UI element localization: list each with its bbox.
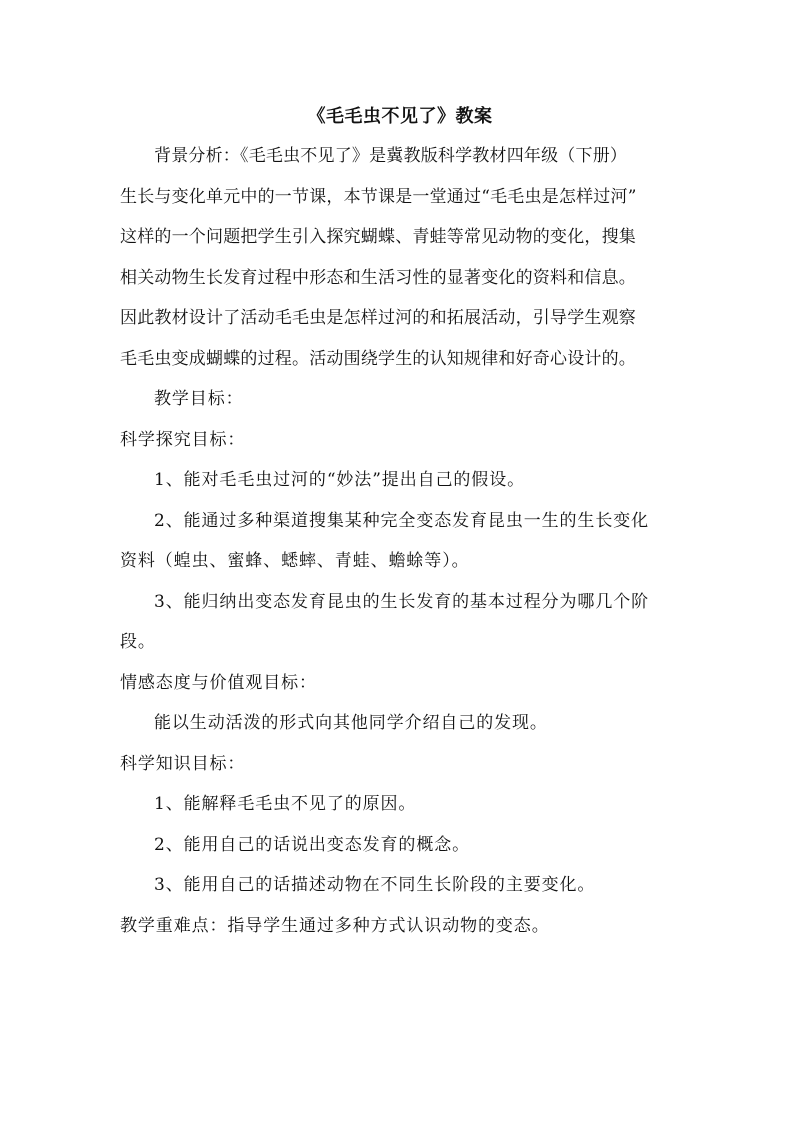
background-line-5: 因此教材设计了活动毛毛虫是怎样过河的和拓展活动，引导学生观察 bbox=[120, 308, 636, 328]
background-line-3: 这样的一个问题把学生引入探究蝴蝶、青蛙等常见动物的变化，搜集 bbox=[120, 227, 636, 247]
emotion-item-1: 能以生动活泼的形式向其他同学介绍自己的发现。 bbox=[154, 713, 548, 733]
knowledge-item-1: 1、能解释毛毛虫不见了的原因。 bbox=[154, 794, 417, 814]
knowledge-heading: 科学知识目标： bbox=[120, 753, 246, 774]
document-body bbox=[120, 97, 680, 946]
key-points-line: 教学重难点：指导学生通过多种方式认识动物的变态。 bbox=[120, 915, 550, 936]
document-title: 《毛毛虫不见了》教案 bbox=[307, 106, 493, 127]
science-inquiry-item-2-line-1: 2、能通过多种渠道搜集某种完全变态发育昆虫一生的生长变化 bbox=[154, 510, 650, 531]
knowledge-item-3: 3、能用自己的话描述动物在不同生长阶段的主要变化。 bbox=[154, 875, 596, 895]
science-inquiry-item-3-line-2: 段。 bbox=[120, 632, 156, 652]
background-line-6: 毛毛虫变成蝴蝶的过程。活动围绕学生的认知规律和好奇心设计的。 bbox=[120, 348, 636, 369]
background-analysis-paragraph bbox=[120, 136, 680, 379]
science-inquiry-item-1: 1、能对毛毛虫过河的“妙法”提出自己的假设。 bbox=[154, 470, 525, 490]
emotion-heading: 情感态度与价值观目标： bbox=[120, 672, 317, 693]
science-inquiry-item-3-line-1: 3、能归纳出变态发育昆虫的生长发育的基本过程分为哪几个阶 bbox=[154, 591, 650, 612]
knowledge-item-2: 2、能用自己的话说出变态发育的概念。 bbox=[154, 834, 471, 855]
background-line-2: 生长与变化单元中的一节课，本节课是一堂通过“毛毛虫是怎样过河” bbox=[120, 186, 637, 207]
background-line-4: 相关动物生长发育过程中形态和生活习性的显著变化的资料和信息。 bbox=[120, 267, 636, 288]
science-inquiry-heading: 科学探究目标： bbox=[120, 429, 246, 450]
teaching-goals-heading: 教学目标： bbox=[154, 389, 244, 409]
background-line-1: 背景分析：《毛毛虫不见了》是冀教版科学教材四年级（下册） bbox=[154, 146, 628, 166]
science-inquiry-item-2-line-2: 资料（蝗虫、蜜蜂、蟋蟀、青蛙、蟾蜍等）。 bbox=[120, 551, 470, 571]
